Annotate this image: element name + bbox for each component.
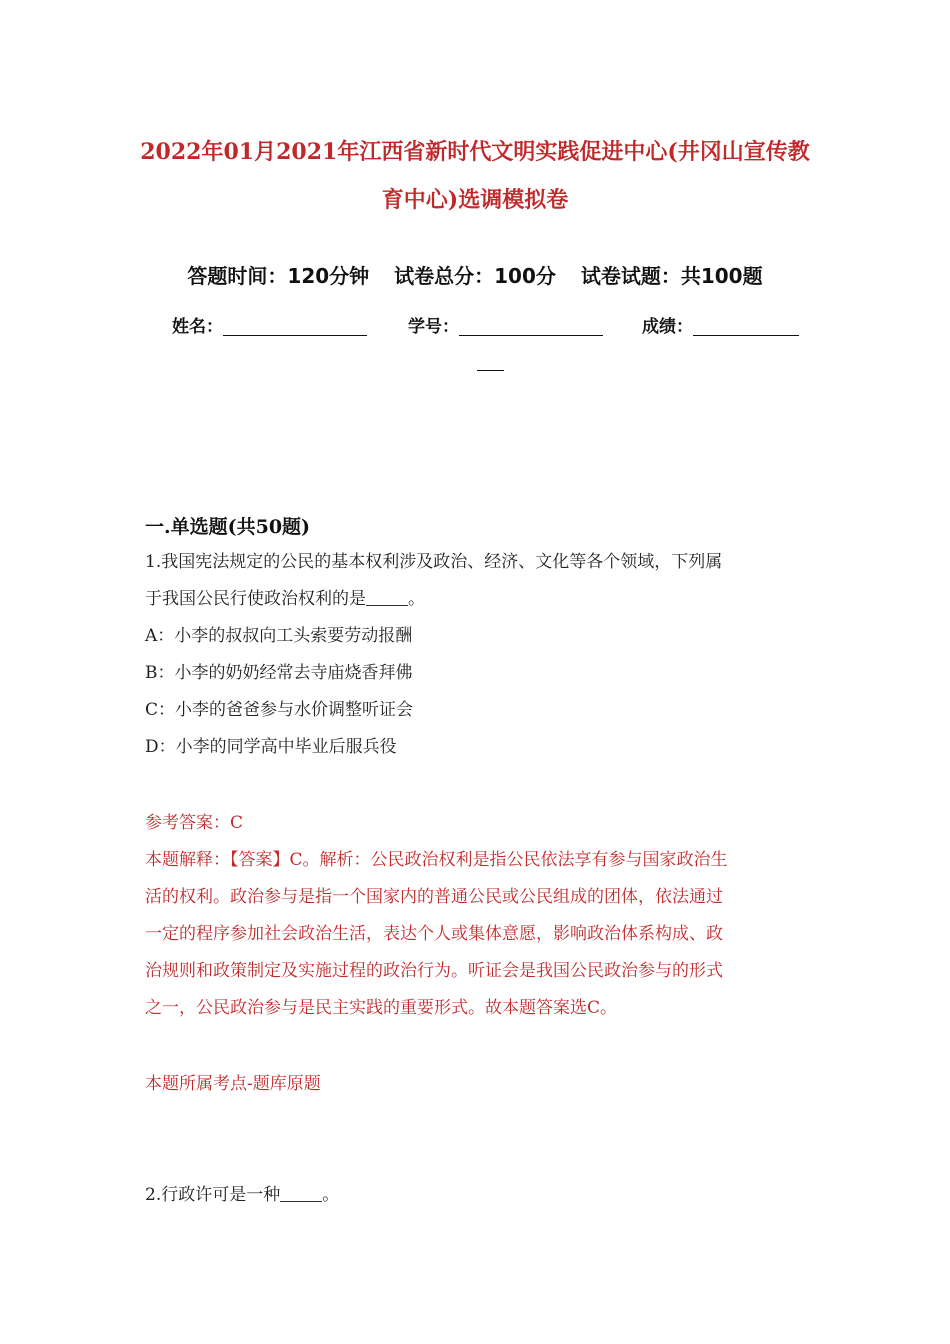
question-1-stem-line-2: 于我国公民行使政治权利的是 。: [145, 589, 425, 609]
name-blank: [223, 315, 367, 336]
score-label: 成绩：: [642, 317, 693, 337]
answer-blank: [366, 589, 408, 606]
question-1-stem-line-1: 1.我国宪法规定的公民的基本权利涉及政治、经济、文化等各个领域，下列属: [145, 552, 723, 572]
question-1-explanation-line-2: 活的权利。政治参与是指一个国家内的普通公民或公民组成的团体，依法通过: [145, 887, 723, 907]
exam-question-count: 试卷试题：共100题: [580, 264, 763, 288]
score-field: [642, 312, 799, 337]
question-1-option-b: B：小李的奶奶经常去寺庙烧香拜佛: [145, 663, 413, 683]
id-field: [408, 312, 603, 337]
question-1-explanation-line-3: 一定的程序参加社会政治生活，表达个人或集体意愿，影响政治体系构成、政: [145, 924, 723, 944]
question-1-option-d: D：小李的同学高中毕业后服兵役: [145, 737, 397, 757]
exam-total-score: 试卷总分：100分: [394, 264, 556, 288]
document-title-line-2: 育中心)选调模拟卷: [381, 187, 569, 213]
question-1-source: 本题所属考点-题库原题: [145, 1074, 321, 1094]
question-1-answer: 参考答案：C: [145, 813, 244, 833]
name-field: [172, 312, 367, 337]
answer-blank: [280, 1185, 322, 1202]
question-2-stem: 2.行政许可是一种 。: [145, 1185, 340, 1205]
score-blank-continuation: [477, 352, 504, 371]
section-heading: 一.单选题(共50题): [145, 516, 311, 538]
id-blank: [459, 315, 603, 336]
score-blank: [693, 315, 799, 336]
question-1-explanation-line-4: 治规则和政策制定及实施过程的政治行为。听证会是我国公民政治参与的形式: [145, 961, 723, 981]
question-1-option-a: A：小李的叔叔向工头索要劳动报酬: [145, 626, 413, 646]
document-title-line-1: 2022年01月2021年江西省新时代文明实践促进中心(井冈山宣传教: [140, 139, 810, 165]
name-label: 姓名：: [172, 317, 223, 337]
exam-time: 答题时间：120分钟: [187, 264, 370, 288]
question-1-option-c: C：小李的爸爸参与水价调整听证会: [145, 700, 414, 720]
exam-info: [0, 260, 950, 289]
question-1-explanation-line-1: 本题解释：【答案】C。解析：公民政治权利是指公民依法享有参与国家政治生: [145, 850, 728, 870]
id-label: 学号：: [408, 317, 459, 337]
question-1-explanation-line-5: 之一，公民政治参与是民主实践的重要形式。故本题答案选C。: [145, 998, 618, 1018]
